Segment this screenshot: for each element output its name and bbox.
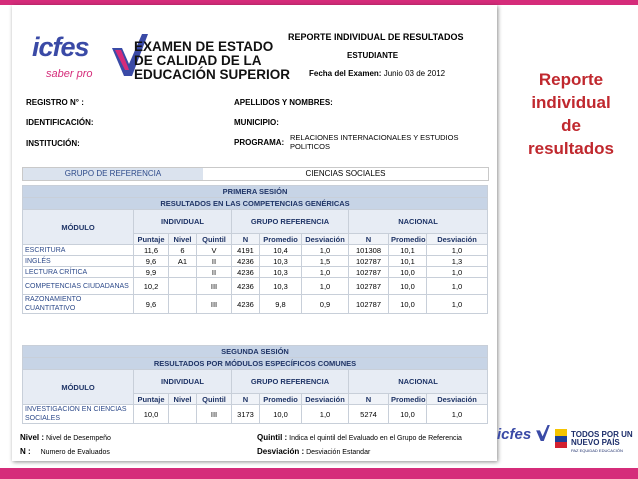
registro-label: REGISTRO N° : — [26, 98, 84, 107]
colombia-emblem-icon — [553, 427, 569, 451]
nacional-header: NACIONAL — [349, 370, 488, 394]
icfes-mini-logo: icfes — [497, 425, 550, 444]
icfes-logo — [26, 32, 151, 88]
table-row: ESCRITURA 11,6 6 V 4191 10,4 1,0 101308 10,1 1,0 — [23, 245, 488, 256]
reference-group-label: GRUPO DE REFERENCIA — [23, 168, 203, 180]
nivel-header: Nivel — [169, 234, 197, 245]
quintil-header: Quintil — [197, 234, 232, 245]
municipio-label: MUNICIPIO: — [234, 118, 279, 127]
session2-subtitle: RESULTADOS POR MÓDULOS ESPECÍFICOS COMUNES — [23, 358, 488, 370]
legend-n: N : Numero de Evaluados — [20, 447, 110, 456]
puntaje-header: Puntaje — [134, 394, 169, 405]
programa-label: PROGRAMA: — [234, 138, 285, 147]
nivel-header: Nivel — [169, 394, 197, 405]
session2-title: SEGUNDA SESIÓN — [23, 346, 488, 358]
national-n-header: N — [349, 234, 389, 245]
legend-quintil: Quintil : Indica el quintil del Evaluado en el Grupo de Referencia — [257, 433, 462, 442]
reference-group-bar — [22, 167, 489, 181]
checkmark-icon — [536, 425, 550, 441]
session1-subtitle: RESULTADOS EN LAS COMPETENCIAS GENÉRICAS — [23, 198, 488, 210]
exam-date: Fecha del Examen: Junio 03 de 2012 — [309, 69, 446, 78]
national-desviacion-header: Desviación — [427, 394, 488, 405]
national-n-header: N — [349, 394, 389, 405]
todos-por-un-nuevo-pais-logo: TODOS POR UN NUEVO PAÍS PAZ EQUIDAD EDUCACIÓN — [571, 430, 633, 453]
nacional-header: NACIONAL — [349, 210, 488, 234]
table-row: RAZONAMIENTO CUANTITATIVO 9,6 III 4236 9,8 0,9 102787 10,0 1,0 — [23, 295, 488, 314]
group-promedio-header: Promedio — [260, 234, 302, 245]
report-subtitle: ESTUDIANTE — [347, 51, 399, 60]
modulo-header: MÓDULO — [23, 210, 134, 245]
identificacion-label: IDENTIFICACIÓN: — [26, 118, 94, 127]
group-promedio-header: Promedio — [260, 394, 302, 405]
table-row: INGLÉS 9,6 A1 II 4236 10,3 1,5 102787 10,1 1,3 — [23, 256, 488, 267]
individual-header: INDIVIDUAL — [134, 370, 232, 394]
group-n-header: N — [232, 394, 260, 405]
institucion-label: INSTITUCIÓN: — [26, 139, 80, 148]
programa-value: RELACIONES INTERNACIONALES Y ESTUDIOS POLITICOS — [290, 133, 459, 151]
results-report-document — [12, 5, 497, 461]
exam-title: EXAMEN DE ESTADO DE CALIDAD DE LA EDUCACIÓN SUPERIOR — [134, 39, 291, 82]
national-desviacion-header: Desviación — [427, 234, 488, 245]
legend-desviacion: Desviación : Desviación Estandar — [257, 447, 371, 456]
slide-side-title: Reporte individual de resultados — [528, 70, 614, 158]
report-title: REPORTE INDIVIDUAL DE RESULTADOS — [288, 32, 464, 42]
table-row: LECTURA CRÍTICA 9,9 II 4236 10,3 1,0 102787 10,0 1,0 — [23, 267, 488, 278]
national-promedio-header: Promedio — [389, 234, 427, 245]
bottom-accent-bar — [0, 468, 638, 479]
table-row: INVESTIGACIÓN EN CIENCIAS SOCIALES 10,0 III 3173 10,0 1,0 5274 10,0 1,0 — [23, 405, 488, 424]
modulo-header: MÓDULO — [23, 370, 134, 405]
quintil-header: Quintil — [197, 394, 232, 405]
reference-group-value: CIENCIAS SOCIALES — [305, 169, 386, 178]
grupo-ref-header: GRUPO REFERENCIA — [232, 210, 349, 234]
icfes-tagline: saber pro — [46, 68, 93, 80]
group-n-header: N — [232, 234, 260, 245]
session1-title: PRIMERA SESIÓN — [23, 186, 488, 198]
national-promedio-header: Promedio — [389, 394, 427, 405]
table-row: COMPETENCIAS CIUDADANAS 10,2 III 4236 10,3 1,0 102787 10,0 1,0 — [23, 278, 488, 295]
session1-table — [22, 185, 488, 314]
legend-nivel: Nivel : Nivel de Desempeño — [20, 433, 111, 442]
icfes-brand-text: icfes — [32, 32, 89, 62]
individual-header: INDIVIDUAL — [134, 210, 232, 234]
apellidos-label: APELLIDOS Y NOMBRES: — [234, 98, 333, 107]
grupo-ref-header: GRUPO REFERENCIA — [232, 370, 349, 394]
session2-table — [22, 345, 488, 424]
puntaje-header: Puntaje — [134, 234, 169, 245]
group-desviacion-header: Desviación — [302, 234, 349, 245]
group-desviacion-header: Desviación — [302, 394, 349, 405]
